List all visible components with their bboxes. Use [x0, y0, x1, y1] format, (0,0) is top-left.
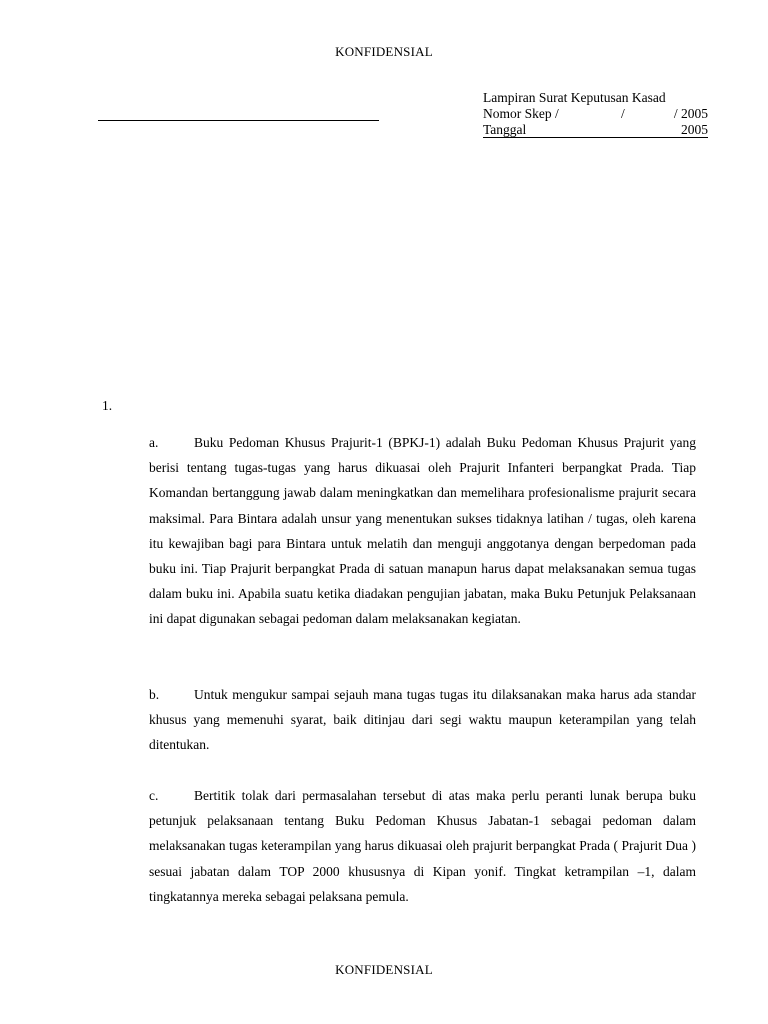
attachment-number-year: / 2005 [673, 106, 708, 121]
attachment-date-label: Tanggal [483, 122, 527, 137]
attachment-date-row [483, 122, 708, 138]
classification-header: KONFIDENSIAL [335, 44, 433, 59]
paragraph-c-text: Bertitik tolak dari permasalahan tersebut di atas maka perlu peranti lunak berupa buku petunjuk pelaksanaan tentang Buku Pedoman Khusus Jabatan-1 sebagai pedoman dalam melaksanakan tugas keterampilan yang harus dikuasai oleh prajurit berpangkat Prada ( Prajurit Dua ) sesuai jabatan dalam TOP 2000 khususnya di Kipan yonif. Tingkat ketrampilan –1, dalam tingkatannya mereka sebagai pelaksana pemula. [149, 788, 696, 904]
paragraph-b-letter: b. [149, 687, 160, 702]
signature-rule [98, 120, 379, 121]
paragraph-c-letter: c. [149, 788, 159, 803]
attachment-title-text: Lampiran Surat Keputusan Kasad [483, 90, 666, 105]
attachment-title [483, 90, 708, 106]
paragraph-b [149, 682, 696, 758]
paragraph-c [149, 783, 696, 909]
paragraph-a [149, 430, 696, 632]
classification-footer: KONFIDENSIAL [335, 962, 433, 977]
paragraph-a-letter: a. [149, 435, 159, 450]
paragraph-a-text: Buku Pedoman Khusus Prajurit-1 (BPKJ-1) adalah Buku Pedoman Khusus Prajurit yang berisi tentang tugas-tugas yang harus dikuasai oleh Prajurit Infanteri berpangkat Prada. Tiap Komandan bertanggung jawab dalam meningkatkan dan memelihara profesionalisme prajurit secara maksimal. Para Bintara adalah unsur yang menentukan sukses tidaknya latihan / tugas, oleh karena itu kewajiban bagi para Bintara untuk melatih dan menguji anggotanya dengan berpedoman pada buku ini. Tiap Prajurit berpangkat Prada di satuan manapun harus dapat melaksanakan semua tugas dalam buku ini. Apabila suatu ketika diadakan pengujian jabatan, maka Buku Petunjuk Pelaksanaan ini dapat digunakan sebagai pedoman dalam melaksanakan kegiatan. [149, 435, 696, 627]
attachment-number-row [483, 106, 708, 122]
attachment-block [483, 90, 708, 138]
attachment-number-separator: / [621, 106, 625, 121]
attachment-date-year: 2005 [681, 122, 708, 137]
item-number: 1. [102, 398, 113, 413]
attachment-number-label: Nomor Skep / [483, 106, 559, 121]
paragraph-b-text: Untuk mengukur sampai sejauh mana tugas tugas itu dilaksanakan maka harus ada standar khusus yang memenuhi syarat, baik ditinjau dari segi waktu maupun keterampilan yang telah ditentukan. [149, 687, 696, 753]
